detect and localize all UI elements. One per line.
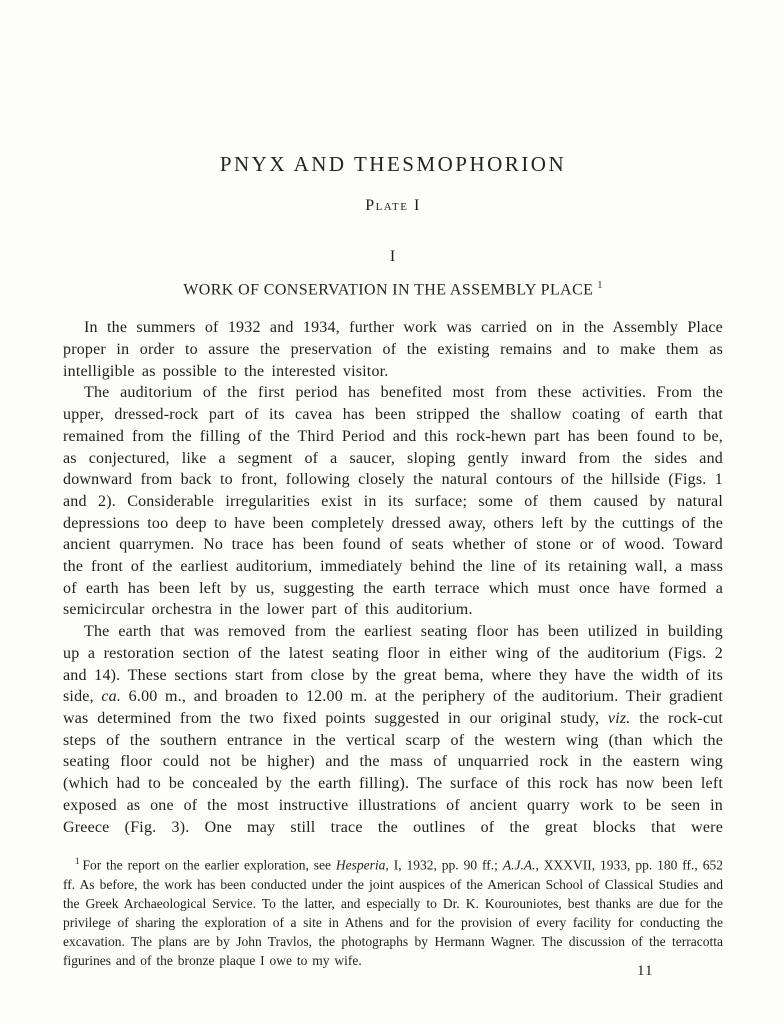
page-title: PNYX AND THESMOPHORION (219, 152, 567, 176)
page-number: 11 (637, 963, 654, 979)
section-heading (63, 280, 723, 299)
footnote-number: 1 (75, 856, 80, 867)
paragraph-3: The earth that was removed from the earliest seating floor has been utilized in building up a restoration section of the latest seating floor in either wing of the auditorium (Figs. 2 and 14). These sections start from close by the great bema, where they have the width of its side, ca. 6.00 m., and broaden to 12.00 m. at the periphery of the auditorium. Their gradient was determined from the two fixed points suggested in our original study, viz. the rock-cut steps of the southern entrance in the vertical scarp of the western wing (than which the seating floor could not be higher) and the mass of unquarried rock in the eastern wing (which had to be concealed by the earth filling). The surface of this rock has now been left exposed as one of the most instructive illustrations of ancient quarry work to be seen in Greece (Fig. 3). One may still trace the outlines of the great blocks that were (63, 623, 723, 836)
paragraph-2: The auditorium of the first period has benefited most from these activities. From the upper, dressed-rock part of its cavea has been stripped the shallow coating of earth that remained from the filling of the Third Period and this rock-hewn part has been found to be, as conjectured, like a segment of a saucer, sloping gently inward from the sides and downward from back to front, following closely the natural contours of the hillside (Figs. 1 and 2). Considerable irregularities exist in its surface; some of them caused by natural depressions too deep to have been completely dressed away, others left by the cuttings of the ancient quarrymen. No trace has been found of seats whether of stone or of wood. Toward the front of the earliest auditorium, immediately behind the line of its retaining wall, a mass of earth has been left by us, suggesting the earth terrace which must once have formed a semicircular orchestra in the lower part of this auditorium. (63, 384, 723, 619)
article-body (63, 317, 723, 838)
footnote-body: For the report on the earlier exploration, see Hesperia, I, 1932, pp. 90 ff.; A.J.A., XXXVII, 1933, pp. 180 ff., 652 ff. As before, the work has been conducted under the joint auspices of the American School of Classical Studies and the Greek Archaeological Service. To the latter, and especially to Dr. K. Kourouniotes, best thanks are due for the privilege of sharing the exploration of a site in Athens and for the provision of every facility for conducting the excavation. The plans are by John Travlos, the photographs by Hermann Wagner. The discussion of the terracotta figurines and of the bronze plaque I owe to my wife. (63, 857, 723, 968)
footnote-reference-marker: 1 (597, 280, 603, 291)
section-heading-text: WORK OF CONSERVATION IN THE ASSEMBLY PLACE (183, 281, 594, 299)
footnote-text (63, 852, 723, 970)
footnote (63, 852, 723, 970)
section-number: I (389, 248, 397, 265)
paragraph-1: In the summers of 1932 and 1934, further work was carried on in the Assembly Place proper in order to assure the preservation of the existing remains and to make them as intelligible as possible to the interested visitor. (63, 319, 723, 380)
plate-label: Plate I (365, 197, 421, 214)
